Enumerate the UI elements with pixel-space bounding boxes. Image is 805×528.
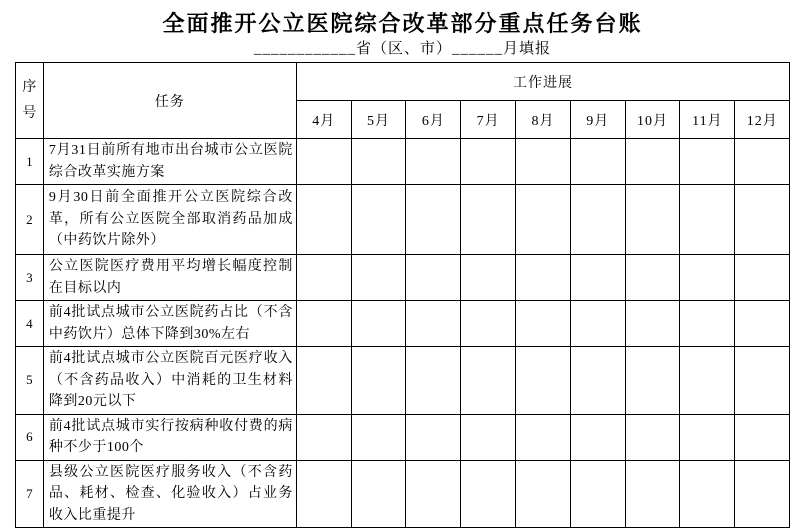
column-header-month-4: 4月: [296, 101, 351, 139]
progress-cell: [570, 414, 625, 460]
progress-cell: [406, 414, 461, 460]
table-row: [15, 347, 789, 415]
column-header-month-9: 9月: [570, 101, 625, 139]
progress-cell: [516, 185, 571, 255]
progress-cell: [406, 301, 461, 347]
progress-cell: [406, 255, 461, 301]
progress-cell: [461, 139, 516, 185]
progress-cell: [516, 347, 571, 415]
progress-cell: [351, 460, 406, 528]
task-text: 前4批试点城市实行按病种收付费的病种不少于100个: [43, 414, 296, 460]
progress-cell: [625, 185, 680, 255]
progress-cell: [570, 255, 625, 301]
table-row: [15, 301, 789, 347]
progress-cell: [570, 185, 625, 255]
progress-cell: [516, 460, 571, 528]
progress-cell: [406, 460, 461, 528]
progress-cell: [296, 185, 351, 255]
progress-cell: [296, 139, 351, 185]
progress-cell: [351, 301, 406, 347]
table-row: [15, 414, 789, 460]
progress-cell: [406, 347, 461, 415]
progress-cell: [680, 347, 735, 415]
progress-cell: [625, 414, 680, 460]
progress-cell: [625, 347, 680, 415]
progress-cell: [351, 414, 406, 460]
progress-cell: [461, 460, 516, 528]
progress-cell: [625, 460, 680, 528]
progress-cell: [680, 414, 735, 460]
column-header-month-11: 11月: [680, 101, 735, 139]
task-text: 9月30日前全面推开公立医院综合改革，所有公立医院全部取消药品加成（中药饮片除外）: [43, 185, 296, 255]
progress-cell: [625, 301, 680, 347]
progress-cell: [680, 139, 735, 185]
progress-cell: [296, 255, 351, 301]
page-subtitle: ____________省（区、市）______月填报: [253, 41, 551, 57]
column-header-month-10: 10月: [625, 101, 680, 139]
progress-cell: [296, 460, 351, 528]
progress-cell: [735, 460, 790, 528]
progress-cell: [570, 347, 625, 415]
progress-cell: [680, 185, 735, 255]
progress-cell: [461, 185, 516, 255]
table-row: [15, 460, 789, 528]
row-number: 4: [15, 301, 43, 347]
column-header-month-5: 5月: [351, 101, 406, 139]
progress-cell: [461, 347, 516, 415]
progress-cell: [516, 301, 571, 347]
column-header-month-12: 12月: [735, 101, 790, 139]
progress-cell: [296, 301, 351, 347]
progress-cell: [570, 139, 625, 185]
progress-cell: [351, 185, 406, 255]
progress-cell: [735, 185, 790, 255]
progress-cell: [625, 255, 680, 301]
table-row: [15, 255, 789, 301]
column-header-progress: 工作进展: [296, 63, 789, 101]
progress-cell: [296, 347, 351, 415]
task-text: 前4批试点城市公立医院药占比（不含中药饮片）总体下降到30%左右: [43, 301, 296, 347]
row-number: 6: [15, 414, 43, 460]
task-ledger-table: [15, 62, 790, 528]
column-header-seq: [15, 63, 43, 139]
table-row: [15, 139, 789, 185]
table-row: [15, 185, 789, 255]
progress-cell: [351, 255, 406, 301]
row-number: 5: [15, 347, 43, 415]
progress-cell: [516, 414, 571, 460]
column-header-seq-label: 序号: [22, 79, 37, 121]
progress-cell: [735, 414, 790, 460]
progress-cell: [735, 255, 790, 301]
progress-cell: [406, 185, 461, 255]
progress-cell: [735, 301, 790, 347]
progress-cell: [406, 139, 461, 185]
column-header-task: 任务: [43, 63, 296, 139]
row-number: 3: [15, 255, 43, 301]
progress-cell: [351, 139, 406, 185]
progress-cell: [516, 255, 571, 301]
page-title: 全面推开公立医院综合改革部分重点任务台账: [162, 11, 643, 36]
task-text: 县级公立医院医疗服务收入（不含药品、耗材、检查、化验收入）占业务收入比重提升: [43, 460, 296, 528]
task-text: 7月31日前所有地市出台城市公立医院综合改革实施方案: [43, 139, 296, 185]
column-header-month-6: 6月: [406, 101, 461, 139]
progress-cell: [351, 347, 406, 415]
progress-cell: [296, 414, 351, 460]
progress-cell: [680, 301, 735, 347]
progress-cell: [461, 301, 516, 347]
task-text: 公立医院医疗费用平均增长幅度控制在目标以内: [43, 255, 296, 301]
task-text: 前4批试点城市公立医院百元医疗收入（不含药品收入）中消耗的卫生材料降到20元以下: [43, 347, 296, 415]
progress-cell: [680, 255, 735, 301]
table-header: [15, 63, 789, 139]
progress-cell: [735, 139, 790, 185]
row-number: 2: [15, 185, 43, 255]
progress-cell: [680, 460, 735, 528]
column-header-month-8: 8月: [516, 101, 571, 139]
progress-cell: [735, 347, 790, 415]
progress-cell: [516, 139, 571, 185]
table-body: [15, 139, 789, 528]
progress-cell: [625, 139, 680, 185]
progress-cell: [570, 301, 625, 347]
progress-cell: [461, 255, 516, 301]
row-number: 1: [15, 139, 43, 185]
row-number: 7: [15, 460, 43, 528]
progress-cell: [570, 460, 625, 528]
progress-cell: [461, 414, 516, 460]
column-header-month-7: 7月: [461, 101, 516, 139]
